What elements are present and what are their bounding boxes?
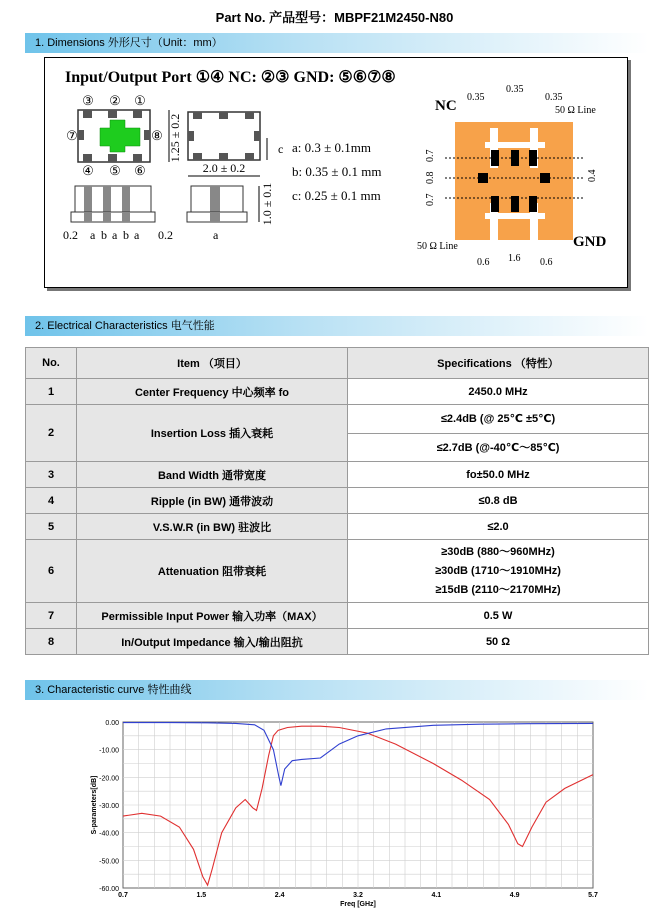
y-tick-label: 0.00 — [105, 720, 119, 727]
dim-c-label: c — [278, 142, 284, 156]
y-tick-label: -60.00 — [99, 886, 119, 893]
chip-top-view — [78, 110, 150, 162]
row-spec: ≤2.7dB (@-40℃～85℃) — [348, 433, 649, 462]
y-tick-label: -30.00 — [99, 803, 119, 810]
col-spec: Specifications （特性） — [348, 348, 649, 379]
layout-bottom-dim-2: 0.6 — [540, 257, 553, 268]
table-row — [26, 514, 649, 540]
pin-6-label: ⑥ — [134, 163, 146, 178]
pin-8-label: ⑧ — [151, 128, 163, 143]
row-spec — [348, 540, 649, 603]
row-item: Insertion Loss 插入衰耗 — [77, 405, 348, 462]
dim-height-label: 1.25 ± 0.2 — [168, 113, 182, 163]
row-no: 6 — [26, 540, 77, 603]
row-item: V.S.W.R (in BW) 驻波比 — [77, 514, 348, 540]
pin-3-label: ③ — [82, 93, 94, 108]
dimensions-drawing — [45, 58, 627, 287]
layout-line-top: 50 Ω Line — [555, 105, 596, 116]
dim-width-label: 2.0 ± 0.2 — [202, 161, 246, 175]
side-a-label: a — [213, 228, 219, 242]
chip-bottom-view — [188, 112, 260, 160]
bottom-dim-label-5: a — [134, 228, 140, 242]
x-tick-label: 5.7 — [588, 892, 598, 899]
note-a: a: 0.3 ± 0.1mm — [292, 140, 371, 155]
x-tick-label: 4.9 — [509, 892, 520, 899]
layout-nc-label: NC — [435, 98, 457, 114]
note-c: c: 0.25 ± 0.1 mm — [292, 188, 381, 203]
y-tick-label: -20.00 — [99, 775, 119, 783]
col-no: No. — [26, 348, 77, 379]
layout-top-dim-1: 0.35 — [506, 84, 524, 95]
x-tick-label: 1.5 — [196, 892, 207, 899]
x-axis-label: Freq [GHz] — [340, 901, 376, 908]
layout-bottom-dim-1: 1.6 — [508, 253, 521, 264]
x-tick-label: 0.7 — [118, 892, 128, 899]
spec-line: ≥30dB (1710～1910MHz) — [435, 564, 561, 577]
pin-1-label: ① — [134, 93, 146, 108]
table-header-row — [26, 348, 649, 379]
page-title: Part No. 产品型号：MBPF21M2450-N80 — [215, 10, 454, 25]
row-no: 8 — [26, 629, 77, 655]
spec-line: ≥30dB (880～960MHz) — [441, 545, 555, 558]
pin-7-label: ⑦ — [66, 128, 78, 143]
layout-left-dim-0: 0.7 — [425, 149, 436, 162]
section-curve-header: 3. Characteristic curve 特性曲线 — [25, 680, 649, 700]
chip-side-view — [187, 186, 247, 222]
table-row — [26, 603, 649, 629]
row-no: 4 — [26, 488, 77, 514]
chip-front-view — [71, 186, 155, 222]
bottom-dim-label-4: b — [123, 228, 129, 242]
y-axis-label: S-parameters[dB] — [91, 775, 98, 835]
layout-line-bottom: 50 Ω Line — [417, 241, 458, 252]
row-spec: ≤2.4dB (@ 25℃ ±5℃) — [348, 405, 649, 434]
pin-5-label: ⑤ — [109, 163, 121, 178]
table-row — [26, 488, 649, 514]
y-tick-label: -50.00 — [99, 858, 119, 866]
pin-2-label: ② — [109, 93, 121, 108]
row-item: Band Width 通带宽度 — [77, 462, 348, 488]
row-item: In/Output Impedance 输入/输出阻抗 — [77, 629, 348, 655]
table-row — [26, 540, 649, 603]
section-electrical-header: 2. Electrical Characteristics 电气性能 — [25, 316, 649, 336]
spec-line: ≥15dB (2110～2170MHz) — [435, 583, 561, 596]
bottom-dim-label-2: b — [101, 228, 107, 242]
row-spec: 50 Ω — [348, 629, 649, 655]
bottom-dim-label-1: a — [90, 228, 96, 242]
row-item: Ripple (in BW) 通带波动 — [77, 488, 348, 514]
layout-right-dim: 0.4 — [587, 169, 598, 182]
pin-4-label: ④ — [82, 163, 94, 178]
y-tick-label: -10.00 — [99, 747, 119, 755]
row-spec: 2450.0 MHz — [348, 379, 649, 405]
y-tick-label: -40.00 — [99, 830, 119, 838]
table-row — [26, 629, 649, 655]
layout-bottom-dim-0: 0.6 — [477, 257, 490, 268]
layout-left-dim-1: 0.8 — [425, 171, 436, 184]
row-spec: ≤2.0 — [348, 514, 649, 540]
layout-left-dim-2: 0.7 — [425, 193, 436, 206]
layout-top-dim-0: 0.35 — [467, 92, 485, 103]
port-legend: Input/Output Port ①④ NC: ②③ GND: ⑤⑥⑦⑧ — [65, 69, 396, 86]
electrical-table — [25, 347, 649, 655]
note-b: b: 0.35 ± 0.1 mm — [292, 164, 382, 179]
dimensions-panel — [44, 57, 628, 288]
layout-top-dim-2: 0.35 — [545, 92, 563, 103]
x-tick-label: 4.1 — [431, 892, 442, 899]
row-spec: fo±50.0 MHz — [348, 462, 649, 488]
x-tick-label: 3.2 — [353, 892, 363, 899]
row-spec: 0.5 W — [348, 603, 649, 629]
row-spec: ≤0.8 dB — [348, 488, 649, 514]
row-item: Attenuation 阻带衰耗 — [77, 540, 348, 603]
col-item: Item （项目） — [77, 348, 348, 379]
row-item: Center Frequency 中心频率 fo — [77, 379, 348, 405]
row-no: 7 — [26, 603, 77, 629]
row-item: Permissible Input Power 输入功率（MAX） — [77, 603, 348, 629]
bottom-dim-label-3: a — [112, 228, 118, 242]
row-no: 2 — [26, 405, 77, 462]
x-tick-label: 2.4 — [274, 892, 285, 899]
dim-thickness-label: 1.0 ± 0.1 — [260, 182, 274, 226]
table-row — [26, 379, 649, 405]
layout-gnd-label: GND — [573, 234, 607, 250]
bottom-dim-label-0: 0.2 — [63, 228, 78, 242]
row-no: 3 — [26, 462, 77, 488]
table-row — [26, 405, 649, 434]
table-row — [26, 462, 649, 488]
pcb-layout — [445, 122, 585, 243]
section-dimensions-header: 1. Dimensions 外形尺寸（Unit：mm） — [25, 33, 649, 53]
row-no: 1 — [26, 379, 77, 405]
s-parameter-chart — [88, 715, 608, 911]
row-no: 5 — [26, 514, 77, 540]
bottom-dim-label-6: 0.2 — [158, 228, 173, 242]
